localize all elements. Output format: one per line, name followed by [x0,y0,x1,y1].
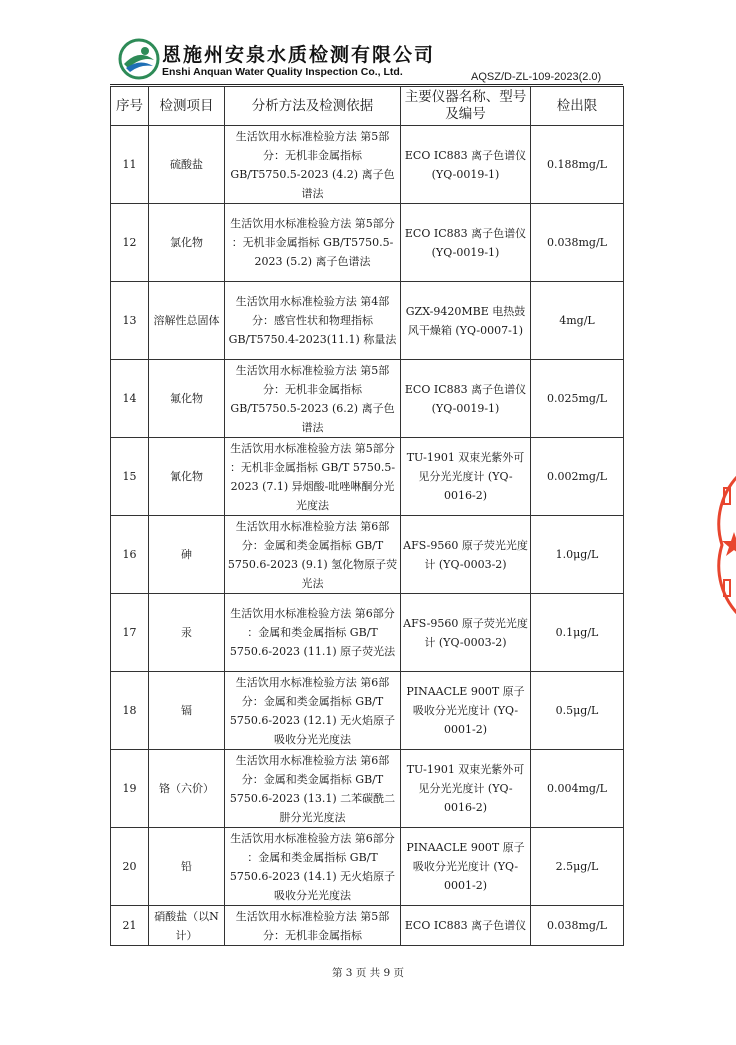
table-row [111,594,624,672]
row-limit: 0.004mg/L [531,750,624,828]
row-limit: 0.1μg/L [531,594,624,672]
header-method: 分析方法及检测依据 [225,87,401,126]
row-instrument: AFS-9560 原子荧光光度计 (YQ-0003-2) [401,516,531,594]
row-item: 氰化物 [149,438,225,516]
company-name-en: Enshi Anquan Water Quality Inspection Co., Ltd. [162,66,403,78]
table-row [111,516,624,594]
row-limit: 2.5μg/L [531,828,624,906]
table-row [111,126,624,204]
row-instrument: ECO IC883 离子色谱仪 (YQ-0019-1) [401,126,531,204]
row-method: 生活饮用水标准检验方法 第6部分：金属和类金属指标 GB/T 5750.6-2023 (12.1) 无火焰原子吸收分光光度法 [225,672,401,750]
table-row [111,750,624,828]
company-name-cn: 恩施州安泉水质检测有限公司 [162,44,436,66]
row-no: 17 [111,594,149,672]
row-item: 砷 [149,516,225,594]
row-limit: 0.188mg/L [531,126,624,204]
row-method: 生活饮用水标准检验方法 第6部分 ：金属和类金属指标 GB/T 5750.6-2023 (14.1) 无火焰原子吸收分光光度法 [225,828,401,906]
row-method: 生活饮用水标准检验方法 第6部分：金属和类金属指标 GB/T 5750.6-2023 (13.1) 二苯碳酰二肼分光光度法 [225,750,401,828]
row-method: 生活饮用水标准检验方法 第6部分：金属和类金属指标 GB/T 5750.6-2023 (9.1) 氢化物原子荧光法 [225,516,401,594]
row-instrument: ECO IC883 离子色谱仪 [401,906,531,946]
row-item: 硝酸盐（以N计） [149,906,225,946]
row-no: 15 [111,438,149,516]
table-row [111,204,624,282]
row-no: 12 [111,204,149,282]
row-instrument: PINAACLE 900T 原子吸收分光光度计 (YQ-0001-2) [401,672,531,750]
row-method: 生活饮用水标准检验方法 第6部分 ：金属和类金属指标 GB/T 5750.6-2023 (11.1) 原子荧光法 [225,594,401,672]
method-table [110,86,624,946]
row-instrument: ECO IC883 离子色谱仪 (YQ-0019-1) [401,204,531,282]
row-limit: 0.038mg/L [531,906,624,946]
table-header-row [111,87,624,126]
row-item: 铬（六价） [149,750,225,828]
row-limit: 4mg/L [531,282,624,360]
row-limit: 0.038mg/L [531,204,624,282]
table-row [111,672,624,750]
row-item: 溶解性总固体 [149,282,225,360]
row-no: 14 [111,360,149,438]
table-row [111,438,624,516]
row-method: 生活饮用水标准检验方法 第5部分：无机非金属指标 GB/T5750.5-2023 (4.2) 离子色谱法 [225,126,401,204]
header-no: 序号 [111,87,149,126]
table-row [111,282,624,360]
table-row [111,906,624,946]
row-instrument: GZX-9420MBE 电热鼓风干燥箱 (YQ-0007-1) [401,282,531,360]
header-instrument: 主要仪器名称、型号及编号 [401,87,531,126]
header-item: 检测项目 [149,87,225,126]
row-item: 氟化物 [149,360,225,438]
header-limit: 检出限 [531,87,624,126]
row-limit: 0.5μg/L [531,672,624,750]
row-method: 生活饮用水标准检验方法 第4部分：感官性状和物理指标 GB/T5750.4-2023(11.1) 称量法 [225,282,401,360]
row-limit: 0.025mg/L [531,360,624,438]
row-item: 汞 [149,594,225,672]
table-row [111,828,624,906]
row-item: 镉 [149,672,225,750]
row-no: 13 [111,282,149,360]
row-item: 铅 [149,828,225,906]
row-method: 生活饮用水标准检验方法 第5部分：无机非金属指标 [225,906,401,946]
row-method: 生活饮用水标准检验方法 第5部分 ：无机非金属指标 GB/T5750.5-2023 (5.2) 离子色谱法 [225,204,401,282]
row-method: 生活饮用水标准检验方法 第5部分 ：无机非金属指标 GB/T 5750.5-2023 (7.1) 异烟酸-吡唑啉酮分光光度法 [225,438,401,516]
row-no: 11 [111,126,149,204]
company-logo [118,38,160,80]
row-instrument: TU-1901 双束光紫外可见分光光度计 (YQ-0016-2) [401,438,531,516]
row-item: 氯化物 [149,204,225,282]
row-instrument: TU-1901 双束光紫外可见分光光度计 (YQ-0016-2) [401,750,531,828]
table-row [111,360,624,438]
row-no: 19 [111,750,149,828]
row-method: 生活饮用水标准检验方法 第5部分：无机非金属指标 GB/T5750.5-2023 (6.2) 离子色谱法 [225,360,401,438]
row-instrument: AFS-9560 原子荧光光度计 (YQ-0003-2) [401,594,531,672]
page-number: 第 3 页 共 9 页 [331,967,405,979]
header-rule [110,84,623,85]
row-no: 20 [111,828,149,906]
row-no: 18 [111,672,149,750]
row-instrument: PINAACLE 900T 原子吸收分光光度计 (YQ-0001-2) [401,828,531,906]
row-item: 硫酸盐 [149,126,225,204]
row-limit: 1.0μg/L [531,516,624,594]
red-seal-stamp [712,470,736,620]
row-no: 16 [111,516,149,594]
document-number: AQSZ/D-ZL-109-2023(2.0) [471,71,602,83]
row-no: 21 [111,906,149,946]
row-instrument: ECO IC883 离子色谱仪 (YQ-0019-1) [401,360,531,438]
row-limit: 0.002mg/L [531,438,624,516]
